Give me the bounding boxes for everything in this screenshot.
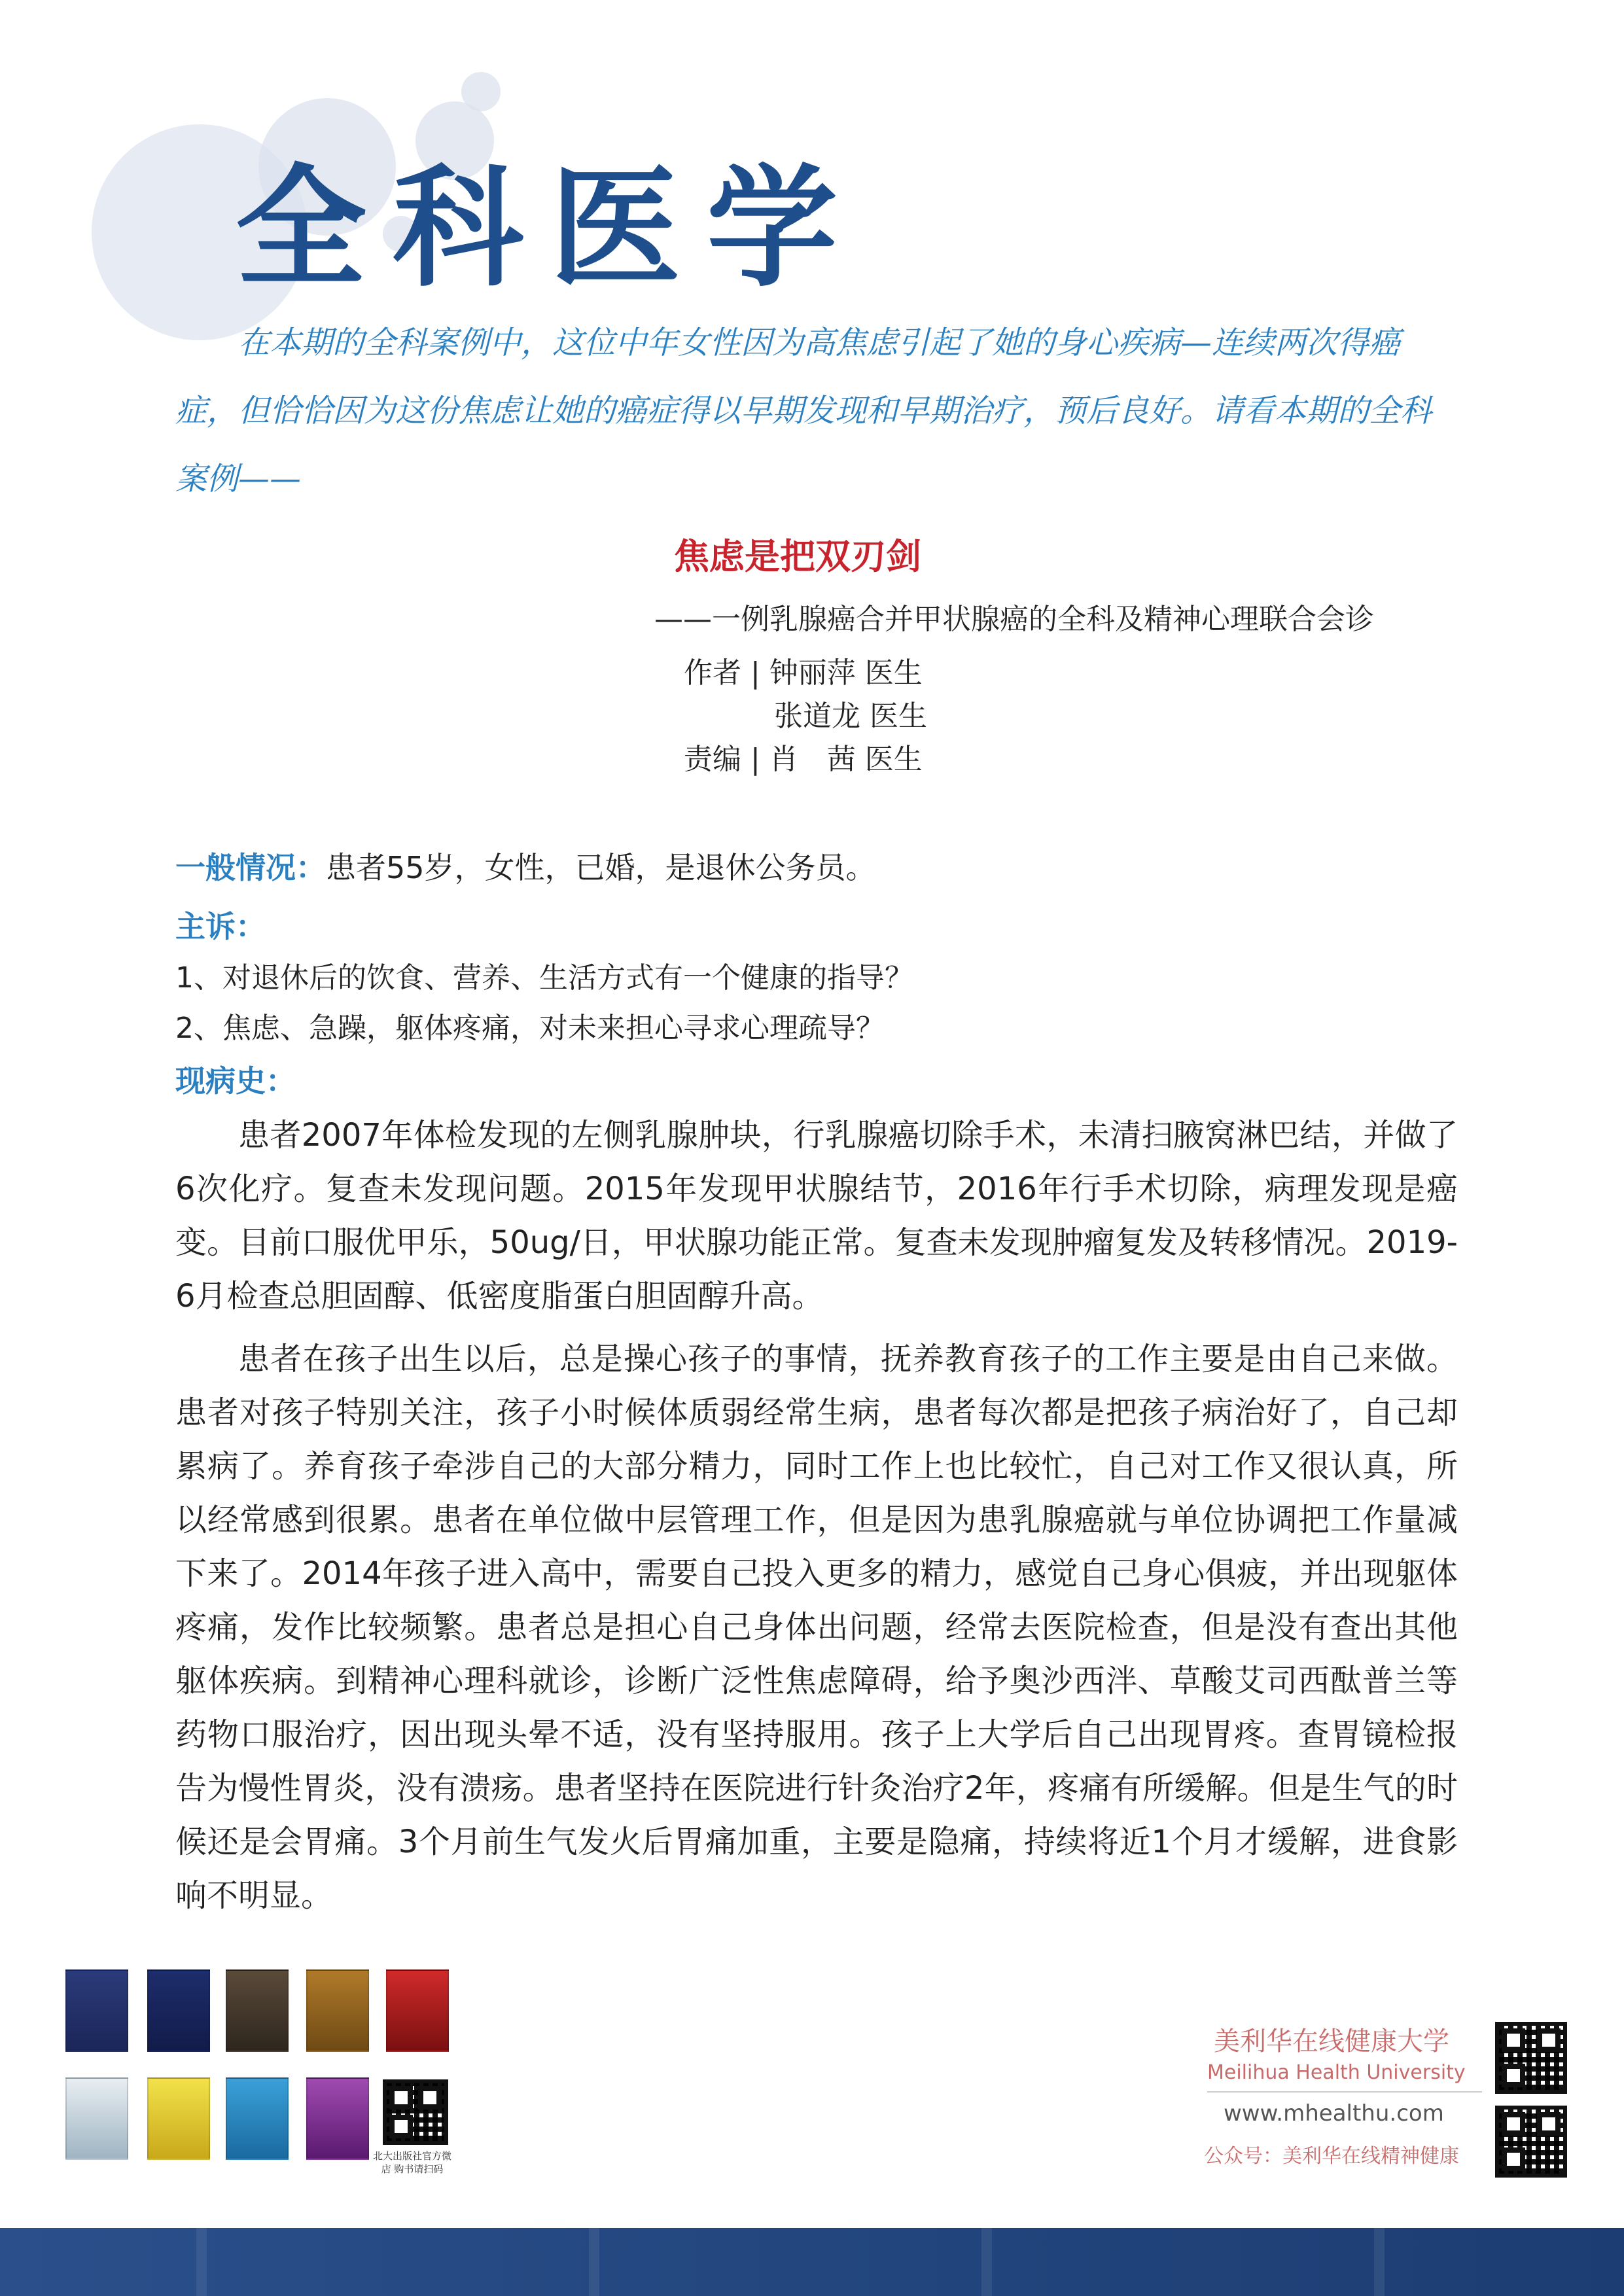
intro-paragraph: 在本期的全科案例中，这位中年女性因为高焦虑引起了她的身心疾病—连续两次得癌症，但恰恰因为这份焦虑让她的癌症得以早期发现和早期治疗，预后良好。请看本期的全科案例—— bbox=[175, 325, 1432, 497]
general-info-text: 患者55岁，女性，已婚，是退休公务员。 bbox=[326, 850, 876, 885]
complaint-heading bbox=[175, 903, 1458, 946]
history-paragraph-1: 患者2007年体检发现的左侧乳腺肿块，行乳腺癌切除手术，未清扫腋窝淋巴结，并做了6次化疗。复查未发现问题。2015年发现甲状腺结节，2016年行手术切除，病理发现是癌变。目前口服优甲乐，50ug/日，甲状腺功能正常。复查未发现肿瘤复发及转移情况。2019-6月检查总胆固醇、低密度脂蛋白胆固醇升高。 bbox=[175, 1117, 1458, 1315]
book-cover bbox=[65, 1969, 128, 2052]
book-cover bbox=[147, 2077, 210, 2160]
author-line-2: 张道龙 医生 bbox=[774, 699, 927, 733]
book-cover bbox=[306, 2077, 369, 2160]
complaint-item-1: 1、对退休后的饮食、营养、生活方式有一个健康的指导？ bbox=[175, 961, 913, 995]
history-paragraph-2: 患者在孩子出生以后，总是操心孩子的事情，抚养教育孩子的工作主要是由自己来做。患者对孩子特别关注，孩子小时候体质弱经常生病，患者每次都是把孩子病治好了，自己却累病了。养育孩子牵涉自己的大部分精力，同时工作上也比较忙，自己对工作又很认真，所以经常感到很累。患者在单位做中层管理工作，但是因为患乳腺癌就与单位协调把工作量减下来了。2014年孩子进入高中，需要自己投入更多的精力，感觉自己身心俱疲，并出现躯体疼痛，发作比较频繁。患者总是担心自己身体出问题，经常去医院检查，但是没有查出其他躯体疾病。到精神心理科就诊，诊断广泛性焦虑障碍，给予奥沙西泮、草酸艾司西酞普兰等药物口服治疗，因出现头晕不适，没有坚持服用。孩子上大学后自己出现胃疼。查胃镜检报告为慢性胃炎，没有溃疡。患者坚持在医院进行针灸治疗2年，疼痛有所缓解。但是生气的时候还是会胃痛。3个月前生气发火后胃痛加重，主要是隐痛，持续将近1个月才缓解，进食影响不明显。 bbox=[175, 1341, 1458, 1914]
article-title: 焦虑是把双刃剑 bbox=[674, 536, 921, 577]
footer-bar bbox=[0, 2228, 1624, 2296]
brand-wechat: 公众号：美利华在线精神健康 bbox=[1204, 2145, 1459, 2168]
editor-line: 责编 | 肖 茜 医生 bbox=[684, 743, 923, 776]
book-cover bbox=[306, 1969, 369, 2052]
book-cover bbox=[386, 1969, 449, 2052]
complaint-item-2: 2、焦虑、急躁，躯体疼痛，对未来担心寻求心理疏导？ bbox=[175, 1012, 885, 1045]
brand-name-cn: 美利华在线健康大学 bbox=[1214, 2026, 1449, 2057]
complaint-label: 主诉： bbox=[175, 909, 266, 944]
general-info-label: 一般情况： bbox=[175, 850, 326, 885]
author-line: 作者 | 钟丽萍 医生 bbox=[684, 656, 923, 690]
book-cover bbox=[226, 2077, 289, 2160]
brand-qr-code-top bbox=[1495, 2022, 1567, 2094]
brand-name-en: Meilihua Health University bbox=[1207, 2061, 1466, 2084]
book-cover bbox=[147, 1969, 210, 2052]
store-qr-code bbox=[383, 2079, 448, 2145]
history-heading bbox=[175, 1057, 1458, 1101]
history-label: 现病史： bbox=[175, 1063, 296, 1099]
article-subtitle: ——一例乳腺癌合并甲状腺癌的全科及精神心理联合会诊 bbox=[654, 603, 1374, 636]
brand-divider bbox=[1207, 2091, 1482, 2093]
general-info bbox=[175, 844, 1458, 887]
section-title: 全科医学 bbox=[236, 152, 864, 305]
book-cover bbox=[65, 2077, 128, 2160]
book-cover bbox=[226, 1969, 289, 2052]
store-caption: 北大出版社官方微店 购书请扫码 bbox=[373, 2150, 452, 2175]
brand-url: www.mhealthu.com bbox=[1224, 2100, 1444, 2127]
decor-circle-tiny bbox=[461, 72, 501, 111]
brand-qr-code-bottom bbox=[1495, 2106, 1567, 2178]
